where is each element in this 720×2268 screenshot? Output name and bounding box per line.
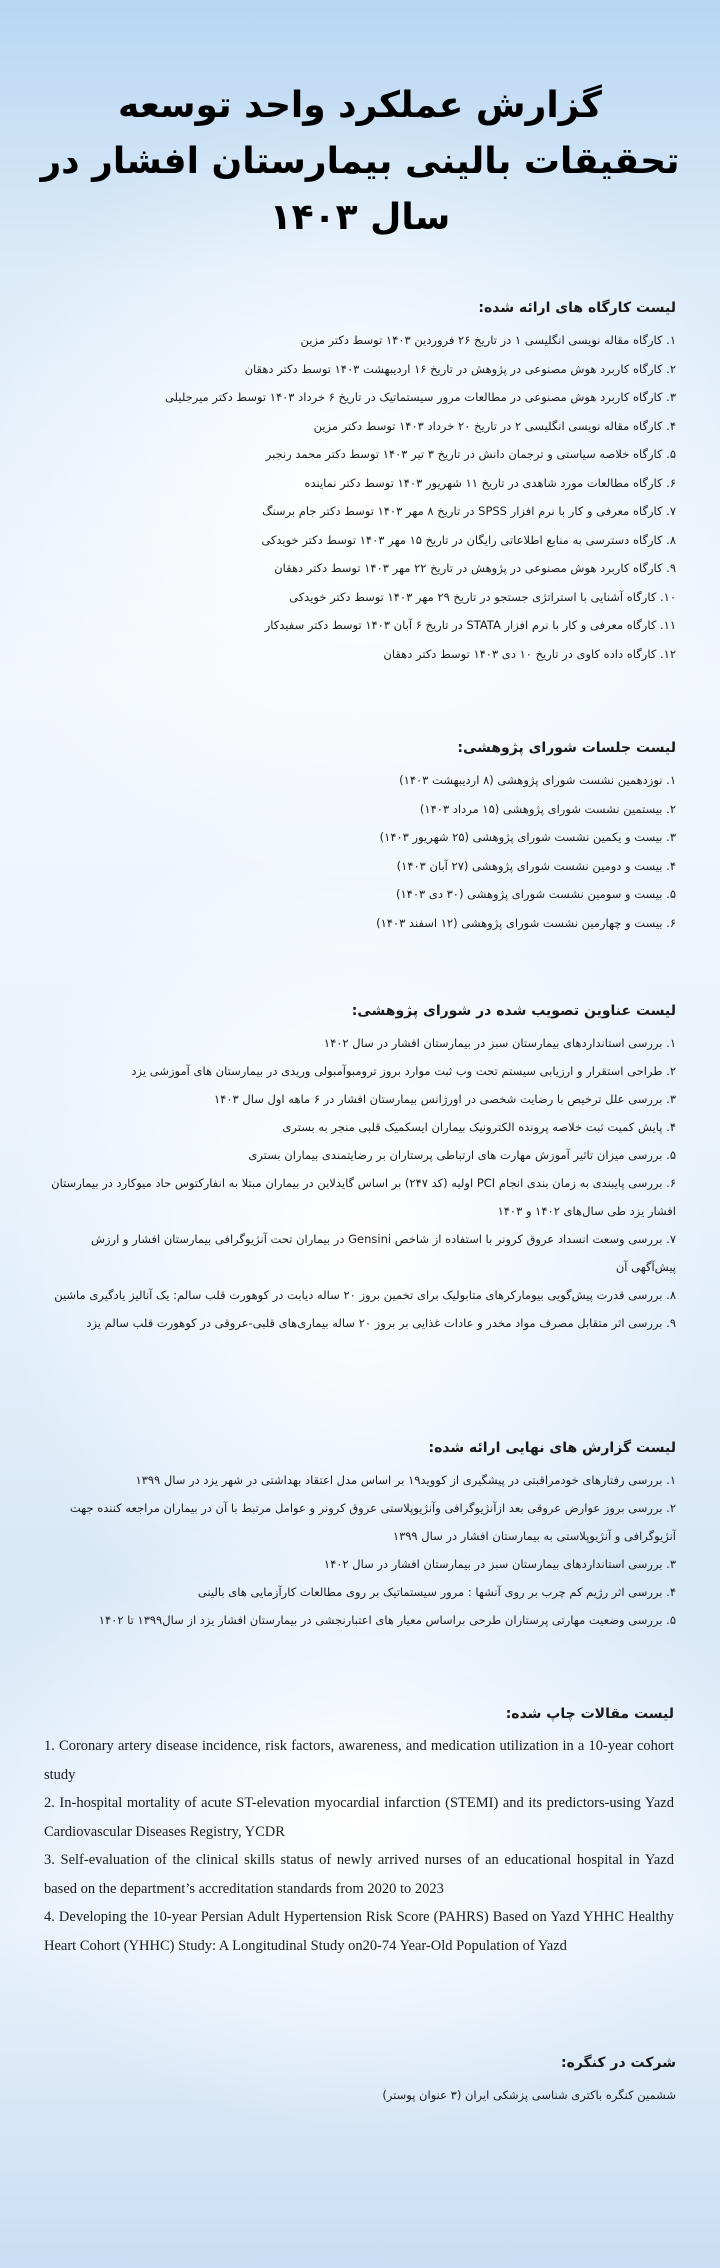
workshop-item: ۷. کارگاه معرفی و کار با نرم افزار SPSS در تاریخ ۸ مهر ۱۴۰۳ توسط دکتر جام برسنگ	[262, 504, 676, 518]
council-meeting-item: ۶. بیست و چهارمین نشست شورای پژوهشی (۱۲ اسفند ۱۴۰۳)	[376, 915, 676, 930]
council-meeting-item: ۲. بیستمین نشست شورای پژوهشی (۱۵ مرداد ۱۴۰۳)	[419, 801, 676, 816]
workshop-item: ۶. کارگاه مطالعات مورد شاهدی در تاریخ ۱۱ شهریور ۱۴۰۳ توسط دکتر نماینده	[304, 475, 676, 490]
council-meeting-item: ۵. بیست و سومین نشست شورای پژوهشی (۳۰ دی ۱۴۰۳)	[395, 887, 676, 901]
workshop-item: ۳. کارگاه کاربرد هوش مصنوعی در مطالعات مرور سیستماتیک در تاریخ ۶ خرداد ۱۴۰۳ توسط دکتر میرجلیلی	[164, 390, 676, 404]
approved-title-item: ۳. بررسی علل ترخیص با رضایت شخصی در اورژانس بیمارستان افشار در ۶ ماهه اول سال ۱۴۰۳	[214, 1092, 676, 1106]
approved-title-item: ۴. پایش کمیت ثبت خلاصه پرونده الکترونیک بیماران ایسکمیک قلبی منجر به بستری	[282, 1120, 676, 1134]
final-report-item: ۵. بررسی وضعیت مهارتی پرستاران طرحی براساس معیار های اعتبارنجشی در بیمارستان افشار یزد از سال۱۳۹۹ تا ۱۴۰۲	[98, 1613, 676, 1627]
workshop-item: ۹. کارگاه کاربرد هوش مصنوعی در پژوهش در تاریخ ۲۲ مهر ۱۴۰۳ توسط دکتر دهقان	[274, 561, 676, 575]
approved-titles-section	[44, 1003, 676, 1337]
final-report-item: ۳. بررسی استانداردهای بیمارستان سبز در بیمارستان افشار در سال ۱۴۰۲	[323, 1557, 676, 1571]
workshops-heading: لیست کارگاه های ارائه شده:	[478, 300, 676, 316]
workshop-item: ۱. کارگاه مقاله نویسی انگلیسی ۱ در تاریخ ۲۶ فروردین ۱۴۰۳ توسط دکتر مزین	[300, 333, 676, 347]
final-report-item: ۱. بررسی رفتارهای خودمراقبتی در پیشگیری از کووید۱۹ بر اساس مدل اعتقاد بهداشتی در شهر یزد در سال ۱۳۹۹	[135, 1473, 676, 1487]
congress-heading: شرکت در کنگره:	[560, 2055, 676, 2071]
approved-title-item: ۸. بررسی قدرت پیش‌گویی بیومارکرهای متابولیک برای تخمین بروز ۲۰ ساله دیابت در کوهورت قلب سالم: یک آنالیز یادگیری ماشین	[54, 1288, 676, 1302]
articles-heading: لیست مقالات چاپ شده:	[505, 1706, 674, 1722]
council-meetings-heading: لیست جلسات شورای پژوهشی:	[457, 740, 676, 756]
workshop-item: ۸. کارگاه دسترسی به منابع اطلاعاتی رایگان در تاریخ ۱۵ مهر ۱۴۰۳ توسط دکتر خویدکی	[261, 532, 676, 547]
article-item: 1. Coronary artery disease incidence, risk factors, awareness, and medication utilization in a 10-year cohort study	[44, 1738, 674, 1783]
congress-section	[44, 2055, 676, 2110]
approved-title-item: ۲. طراحی استقرار و ارزیابی سیستم تحت وب ثبت موارد بروز ترومبوآمبولی وریدی در بیمارستان های آموزشی یزد	[131, 1064, 676, 1078]
approved-titles-heading: لیست عناوین تصویب شده در شورای پژوهشی:	[351, 1003, 676, 1019]
workshop-item: ۱۱. کارگاه معرفی و کار با نرم افزار STATA در تاریخ ۶ آبان ۱۴۰۳ توسط دکتر سفیدکار	[264, 618, 676, 632]
workshops-section	[44, 300, 676, 668]
approved-title-item: ۷. بررسی وسعت انسداد عروق کرونر با استفاده از شاخص Gensini در بیماران تحت آنژیوگرافی بیمارستان افشار و ارزش پیش‌آگهی آن	[90, 1232, 676, 1274]
article-item: 4. Developing the 10-year Persian Adult Hypertension Risk Score (PAHRS) Based on Yazd YHHC Healthy Heart Cohort (YHHC) Study: A Longitudinal Study on20-74 Year-Old Population of Yazd	[44, 1909, 674, 1954]
workshop-item: ۲. کارگاه کاربرد هوش مصنوعی در پژوهش در تاریخ ۱۶ اردیبهشت ۱۴۰۳ توسط دکتر دهقان	[244, 361, 676, 376]
workshop-item: ۱۲. کارگاه داده کاوی در تاریخ ۱۰ دی ۱۴۰۳ توسط دکتر دهقان	[383, 646, 676, 661]
approved-title-item: ۱. بررسی استانداردهای بیمارستان سبز در بیمارستان افشار در سال ۱۴۰۲	[323, 1036, 676, 1050]
council-meeting-item: ۳. بیست و یکمین نشست شورای پژوهشی (۲۵ شهریور ۱۴۰۳)	[379, 830, 676, 844]
page-title: گزارش عملکرد واحد توسعه تحقیقات بالینی بیمارستان افشار در سال ۱۴۰۳	[40, 85, 680, 238]
workshop-item: ۴. کارگاه مقاله نویسی انگلیسی ۲ در تاریخ ۲۰ خرداد ۱۴۰۳ توسط دکتر مزین	[313, 418, 676, 433]
articles-section	[44, 1706, 674, 1960]
congress-item: ششمین کنگره باکتری شناسی پزشکی ایران (۳ عنوان پوستر)	[382, 2088, 676, 2102]
approved-title-item: ۹. بررسی اثر متقابل مصرف مواد مخدر و عادات غذایی بر بروز ۲۰ ساله بیماری‌های قلبی-عروقی در کوهورت قلب سالم یزد	[86, 1316, 676, 1330]
workshop-item: ۵. کارگاه خلاصه سیاستی و ترجمان دانش در تاریخ ۳ تیر ۱۴۰۳ توسط دکتر محمد رنجبر	[265, 447, 676, 461]
council-meetings-section	[44, 740, 676, 937]
final-reports-section	[44, 1440, 676, 1634]
final-reports-heading: لیست گزارش های نهایی ارائه شده:	[428, 1440, 676, 1456]
article-item: 3. Self-evaluation of the clinical skills status of newly arrived nurses of an educational hospital in Yazd based on the department’s accreditation standards from 2020 to 2023	[44, 1852, 674, 1897]
final-report-item: ۴. بررسی اثر رژیم کم چرب بر روی آنشها : مرور سیستماتیک بر روی مطالعات کارآزمایی های بالینی	[197, 1585, 676, 1599]
council-meeting-item: ۱. نوزدهمین نشست شورای پژوهشی (۸ اردیبهشت ۱۴۰۳)	[399, 773, 676, 787]
final-report-item: ۲. بررسی بروز عوارض عروقی بعد ازآنژیوگرافی وآنژیوپلاستی عروق کرونر و عوامل مرتبط با آن در بیماران مراجعه کننده جهت آنژیوگرافی و آنژیوپلاستی به بیمارستان افشار در سال ۱۳۹۹	[69, 1501, 676, 1543]
council-meeting-item: ۴. بیست و دومین نشست شورای پژوهشی (۲۷ آبان ۱۴۰۳)	[396, 858, 676, 873]
approved-title-item: ۵. بررسی میزان تاثیر آموزش مهارت های ارتباطی پرستاران بر رضایتمندی بیماران بستری	[248, 1148, 676, 1162]
workshop-item: ۱۰. کارگاه آشنایی با استراتژی جستجو در تاریخ ۲۹ مهر ۱۴۰۳ توسط دکتر خویدکی	[289, 589, 676, 604]
article-item: 2. In-hospital mortality of acute ST-elevation myocardial infarction (STEMI) and its predictors-using Yazd Cardiovascular Diseases Registry, YCDR	[44, 1795, 674, 1840]
approved-title-item: ۶. بررسی پایبندی به زمان بندی انجام PCI اولیه (کد ۲۴۷) بر اساس گایدلاین در بیماران مبتلا به انفارکتوس حاد میوکارد در بیمارستان افشار یزد طی سال‌های ۱۴۰۲ و ۱۴۰۳	[51, 1176, 676, 1218]
